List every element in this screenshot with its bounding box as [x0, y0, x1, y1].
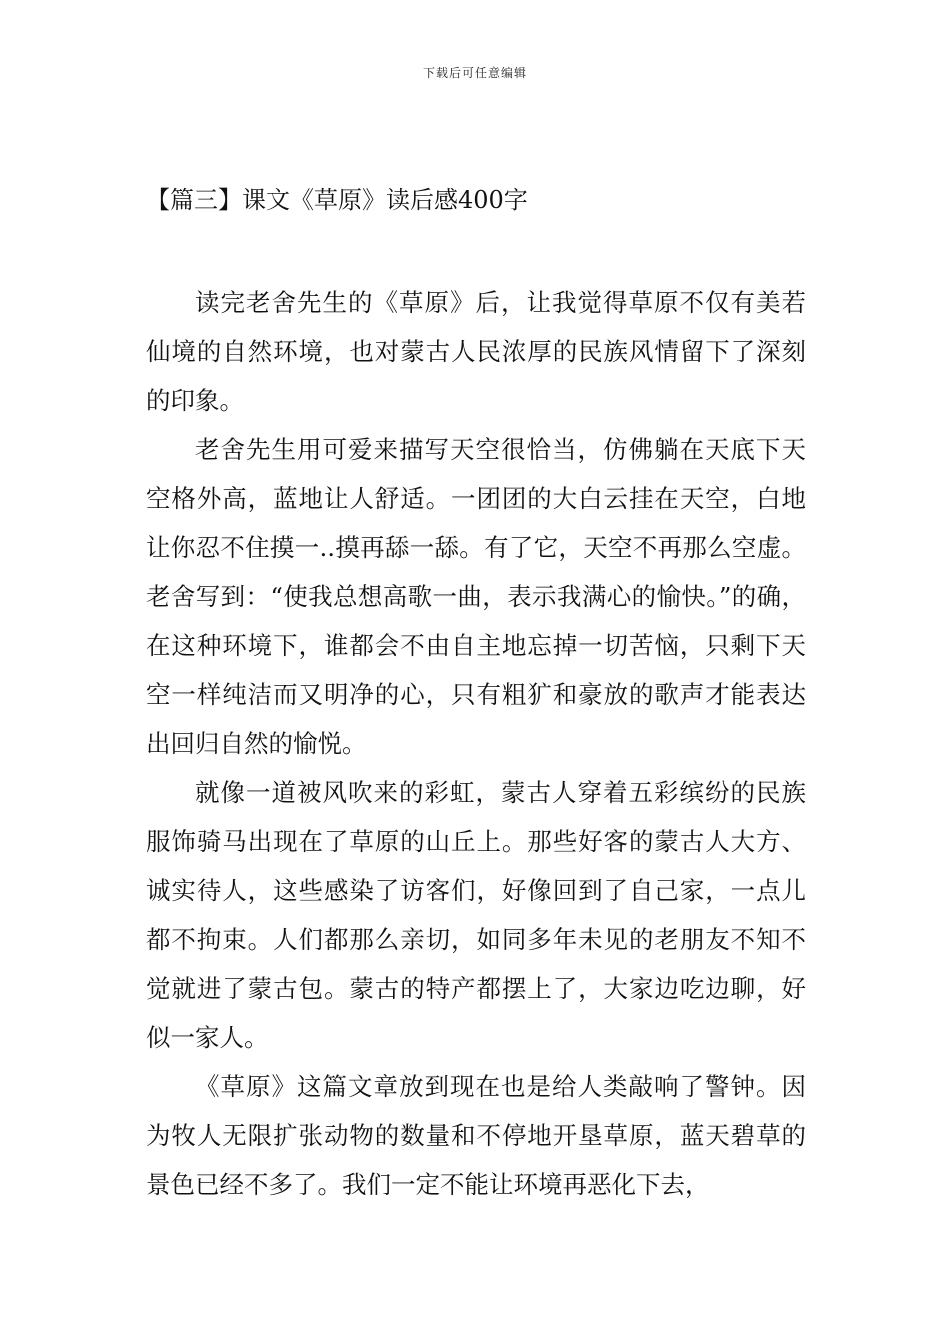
- paragraph-3: 就像一道被风吹来的彩虹，蒙古人穿着五彩缤纷的民族服饰骑马出现在了草原的山丘上。那些好客的蒙古人大方、诚实待人，这些感染了访客们，好像回到了自己家，一点儿都不拘束。人们都那么亲切，如同多年未见的老朋友不知不觉就进了蒙古包。蒙古的特产都摆上了，大家边吃边聊，好似一家人。: [146, 778, 806, 1052]
- paragraph-1: 读完老舍先生的《草原》后，让我觉得草原不仅有美若仙境的自然环境，也对蒙古人民浓厚的民族风情留下了深刻的印象。: [146, 288, 806, 415]
- document-title: 【篇三】课文《草原》读后感400字: [146, 186, 528, 214]
- header-note: 下载后可任意编辑: [422, 66, 527, 80]
- document-body: [146, 278, 806, 1209]
- paragraph-4: 《草原》这篇文章放到现在也是给人类敲响了警钟。因为牧人无限扩张动物的数量和不停地开垦草原，蓝天碧草的景色已经不多了。我们一定不能让环境再恶化下去，: [146, 1072, 806, 1199]
- paragraph-2: 老舍先生用可爱来描写天空很恰当，仿佛躺在天底下天空格外高，蓝地让人舒适。一团团的大白云挂在天空，白地让你忍不住摸一..摸再舔一舔。有了它，天空不再那么空虚。老舍写到：“使我总想高歌一曲，表示我满心的愉快。”的确，在这种环境下，谁都会不由自主地忘掉一切苦恼，只剩下天空一样纯洁而又明净的心，只有粗犷和豪放的歌声才能表达出回归自然的愉悦。: [146, 435, 806, 758]
